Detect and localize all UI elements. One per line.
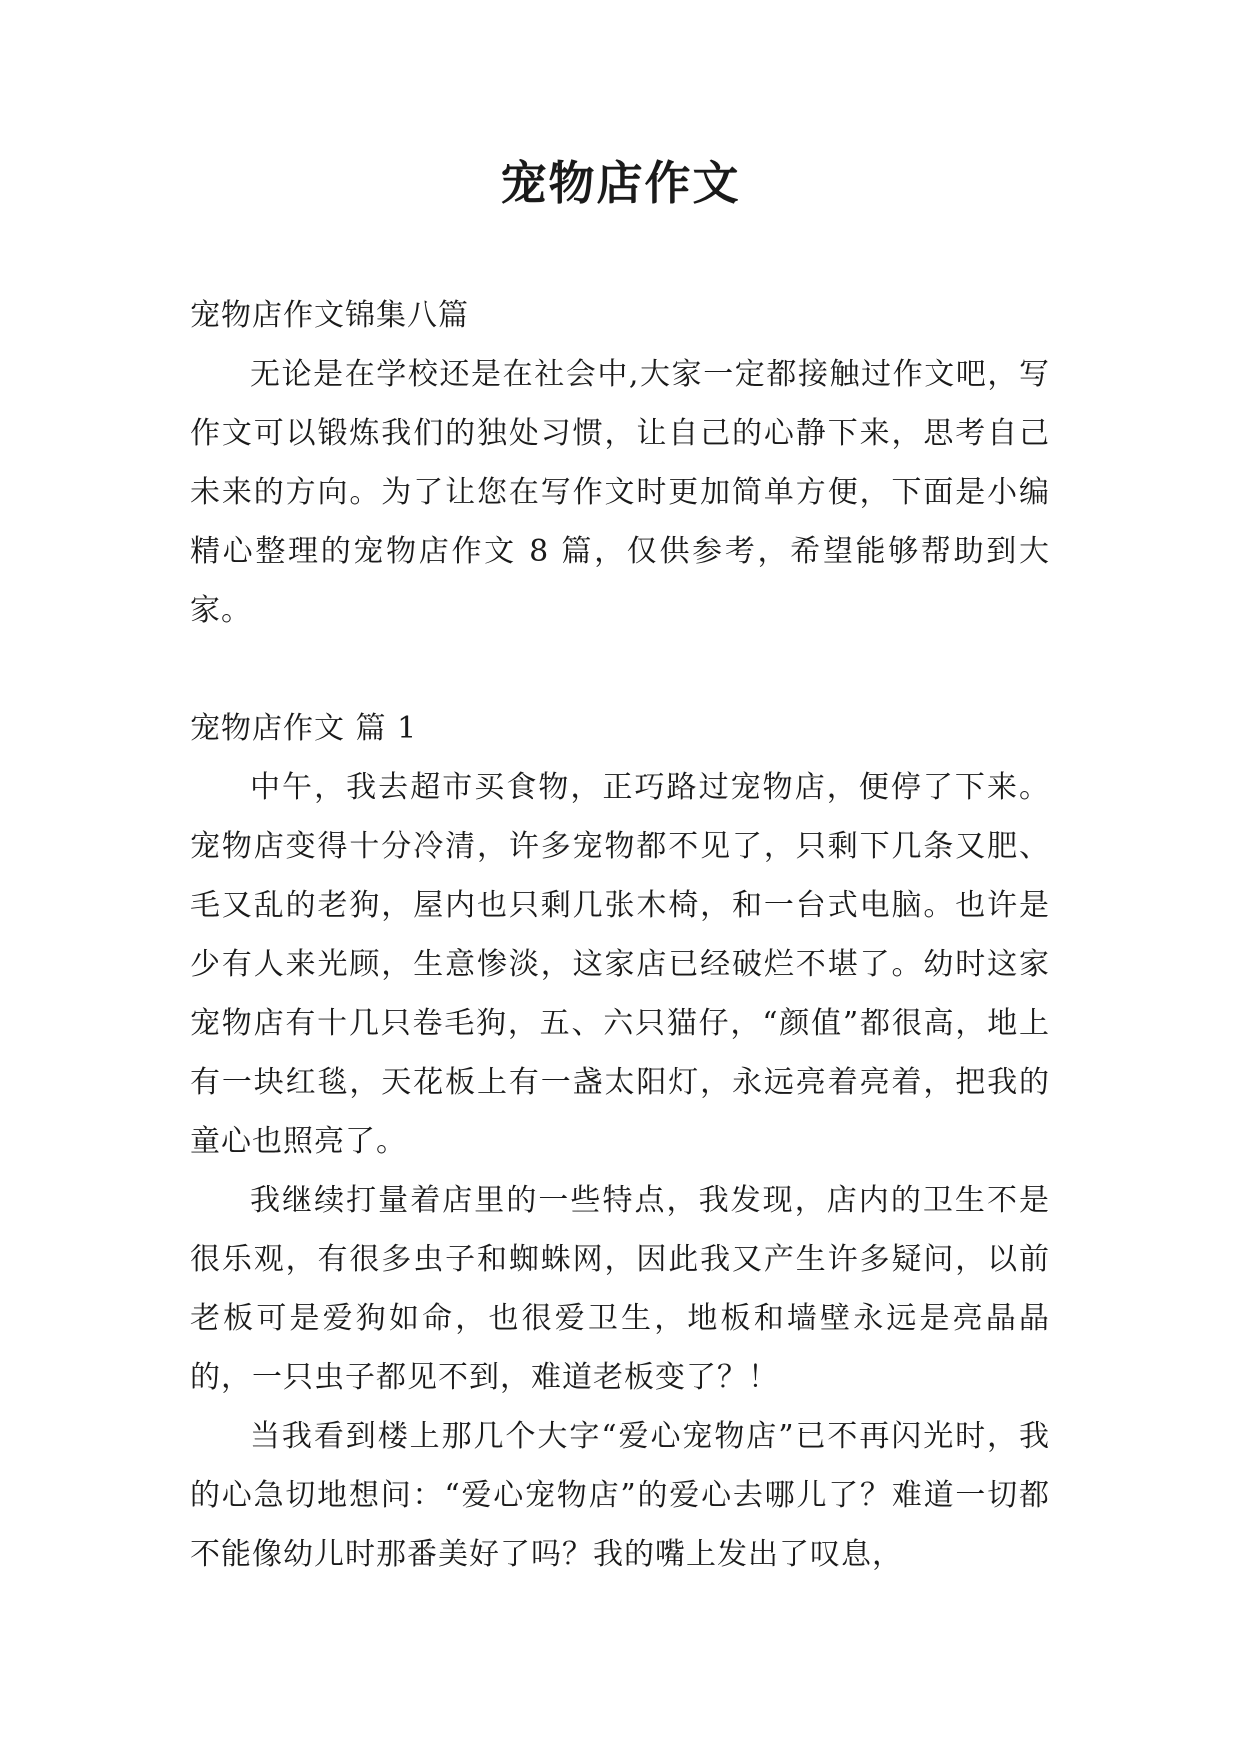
body-paragraph: 我继续打量着店里的一些特点，我发现，店内的卫生不是很乐观，有很多虫子和蜘蛛网，因此我又产生许多疑问，以前老板可是爱狗如命，也很爱卫生，地板和墙壁永远是亮晶晶的，一只虫子都见不到，难道老板变了？！ (190, 1183, 1050, 1395)
body-paragraph: 当我看到楼上那几个大字“爱心宠物店”已不再闪光时，我的心急切地想问：“爱心宠物店”的爱心去哪儿了？难道一切都不能像幼儿时那番美好了吗？我的嘴上发出了叹息， (190, 1419, 1050, 1572)
section-spacer (190, 640, 1050, 699)
body-paragraph: 中午，我去超市买食物，正巧路过宠物店，便停了下来。宠物店变得十分冷清，许多宠物都不见了，只剩下几条又肥、毛又乱的老狗，屋内也只剩几张木椅，和一台式电脑。也许是少有人来光顾，生意惨淡，这家店已经破烂不堪了。幼时这家宠物店有十几只卷毛狗，五、六只猫仔，“颜值”都很高，地上有一块红毯，天花板上有一盏太阳灯，永远亮着亮着，把我的童心也照亮了。 (190, 770, 1050, 1159)
document-title: 宠物店作文 (500, 156, 741, 210)
document-body (190, 286, 1050, 1584)
intro-paragraph: 无论是在学校还是在社会中,大家一定都接触过作文吧，写作文可以锻炼我们的独处习惯，让自己的心静下来，思考自己未来的方向。为了让您在写作文时更加简单方便，下面是小编精心整理的宠物店作文 8 篇，仅供参考，希望能够帮助到大家。 (190, 357, 1050, 628)
collection-subtitle: 宠物店作文锦集八篇 (190, 298, 469, 333)
section-heading: 宠物店作文 篇 1 (190, 711, 418, 746)
